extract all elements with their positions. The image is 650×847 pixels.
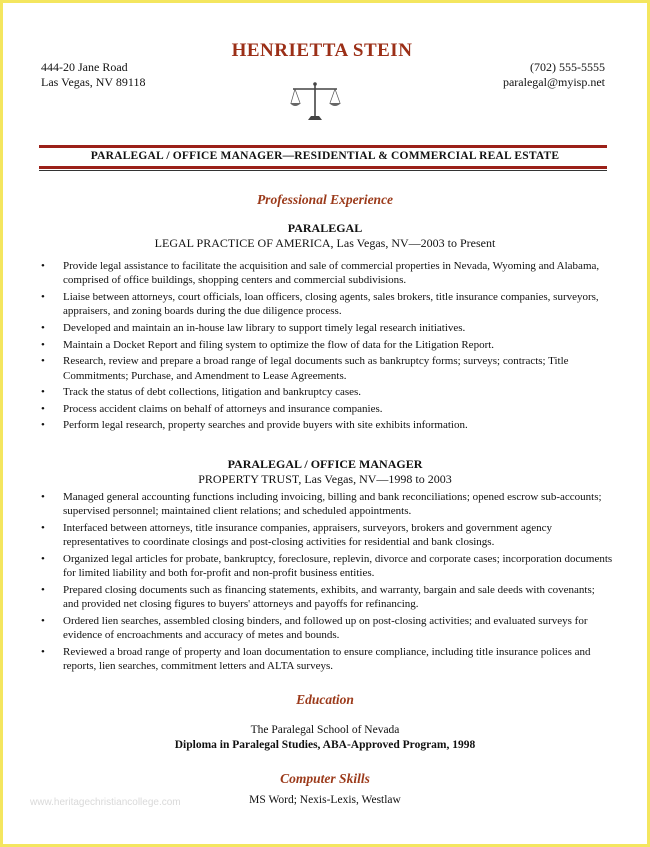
- bullet-text: Research, review and prepare a broad range of legal documents such as bankruptcy forms; surveys; contracts; Title Commitments; Purchase, and Amendment to Lease Agreements.: [63, 355, 569, 382]
- list-item: • Maintain a Docket Report and filing system to optimize the flow of data for the Litigation Report.: [41, 338, 495, 351]
- list-item: • Research, review and prepare a broad range of legal documents such as bankruptcy forms; surveys; contracts; Title Commitments; Purchase, and Amendment to Lease Agreements.: [41, 355, 569, 382]
- section-heading-experience: Professional Experience: [256, 192, 394, 207]
- list-item: • Prepared closing documents such as financing statements, exhibits, and warranty, bargain and sale deeds with covenants; and provided net closing figures to buyers' attorneys and payoffs for refinancing.: [41, 584, 595, 611]
- section-heading-skills: Computer Skills: [280, 771, 370, 786]
- professional-headline: PARALEGAL / OFFICE MANAGER—RESIDENTIAL & COMMERCIAL REAL ESTATE: [90, 150, 560, 162]
- list-item: • Reviewed a broad range of property and loan documentation to ensure compliance, including title insurance polices and reports, lien searches, commitment letters and ALTA surveys.: [41, 646, 591, 673]
- bullet-text: Ordered lien searches, assembled closing binders, and followed up on post-closing activities; and evaluated surveys for evidence of encroachments and accuracy of metes and bounds.: [63, 615, 588, 642]
- bullet-text: Developed and maintain an in-house law library to support timely legal research initiatives.: [63, 322, 466, 334]
- list-item: • Developed and maintain an in-house law library to support timely legal research initiatives.: [41, 322, 466, 334]
- header-rule-top: [39, 145, 607, 148]
- job-employer: LEGAL PRACTICE OF AMERICA, Las Vegas, NV—2003 to Present: [154, 236, 496, 250]
- job-bullets: [41, 259, 613, 435]
- watermark: www.heritagechristiancollege.com: [30, 797, 181, 808]
- scales-of-justice-icon: [289, 80, 341, 122]
- job-bullets: [41, 490, 613, 676]
- list-item: • Provide legal assistance to facilitate the acquisition and sale of commercial properties in Nevada, Wyoming and Alabama, comprised of office buildings, shopping centers and commercial subdivisions.: [41, 260, 600, 287]
- candidate-name: HENRIETTA STEIN: [231, 40, 413, 61]
- list-item: • Track the status of debt collections, litigation and bankruptcy cases.: [41, 386, 362, 399]
- skills-list: MS Word; Nexis-Lexis, Westlaw: [249, 794, 401, 806]
- job-employer: PROPERTY TRUST, Las Vegas, NV—1998 to 2003: [198, 472, 452, 486]
- bullet-text: Reviewed a broad range of property and loan documentation to ensure compliance, including title insurance polices and reports, lien searches, commitment letters and ALTA surveys.: [63, 646, 591, 673]
- school-name: The Paralegal School of Nevada: [250, 724, 400, 736]
- bullet-text: Liaise between attorneys, court officials, loan officers, closing agents, sales brokers, title insurance companies, surveyors, appraisers, and zoning boards during the due diligence process.: [63, 291, 599, 318]
- bullet-text: Process accident claims on behalf of attorneys and insurance companies.: [63, 402, 383, 415]
- list-item: • Liaise between attorneys, court officials, loan officers, closing agents, sales brokers, title insurance companies, surveyors, appraisers, and zoning boards during the due diligence process.: [41, 291, 599, 318]
- header-rule-thin: [39, 170, 607, 171]
- list-item: • Managed general accounting functions including invoicing, billing and bank reconciliations; opened escrow sub-accounts; supervised personnel; maintained client relations; and scheduled appointments.: [41, 491, 602, 518]
- list-item: • Perform legal research, property searches and provide buyers with site exhibits information.: [41, 419, 468, 432]
- address-block: [41, 60, 145, 90]
- job-title: PARALEGAL / OFFICE MANAGER: [227, 457, 423, 471]
- phone-number: (702) 555-5555: [530, 60, 605, 74]
- address-line-2: Las Vegas, NV 89118: [41, 75, 146, 89]
- degree: Diploma in Paralegal Studies, ABA-Approved Program, 1998: [174, 739, 476, 751]
- bullet-text: Organized legal articles for probate, bankruptcy, foreclosure, replevin, divorce and corporate cases; incorporation documents for limited liability and both for-profit and non-profit business entities.: [63, 553, 613, 580]
- list-item: • Process accident claims on behalf of attorneys and insurance companies.: [41, 402, 383, 415]
- contact-block: [503, 60, 605, 90]
- list-item: • Ordered lien searches, assembled closing binders, and followed up on post-closing activities; and evaluated surveys for evidence of encroachments and accuracy of metes and bounds.: [41, 615, 588, 642]
- email-address: paralegal@myisp.net: [502, 75, 605, 89]
- list-item: • Interfaced between attorneys, title insurance companies, appraisers, surveyors, brokers and government agency representatives to coordinate closings and post-closing activities for residential and bank closings.: [41, 522, 553, 549]
- list-item: • Organized legal articles for probate, bankruptcy, foreclosure, replevin, divorce and corporate cases; incorporation documents for limited liability and both for-profit and non-profit business entities.: [41, 553, 613, 580]
- bullet-text: Managed general accounting functions including invoicing, billing and bank reconciliations; opened escrow sub-accounts; supervised personnel; maintained client relations; and scheduled appointments.: [63, 491, 602, 518]
- bullet-text: Provide legal assistance to facilitate the acquisition and sale of commercial properties in Nevada, Wyoming and Alabama, comprised of office buildings, shopping centers and commercial subdivisions.: [63, 260, 600, 287]
- section-heading-education: Education: [296, 692, 354, 707]
- bullet-text: Maintain a Docket Report and filing system to optimize the flow of data for the Litigation Report.: [63, 338, 495, 351]
- bullet-text: Prepared closing documents such as financing statements, exhibits, and warranty, bargain and sale deeds with covenants; and provided net closing figures to buyers' attorneys and payoffs for refinancing.: [63, 584, 595, 611]
- address-line-1: 444-20 Jane Road: [41, 60, 128, 74]
- header-rule-bottom: [39, 166, 607, 169]
- job-title: PARALEGAL: [287, 221, 363, 235]
- bullet-text: Perform legal research, property searches and provide buyers with site exhibits information.: [63, 419, 468, 432]
- bullet-text: Interfaced between attorneys, title insurance companies, appraisers, surveyors, brokers and government agency representatives to coordinate closings and post-closing activities for residential and bank closings.: [63, 522, 553, 549]
- bullet-text: Track the status of debt collections, litigation and bankruptcy cases.: [63, 386, 362, 399]
